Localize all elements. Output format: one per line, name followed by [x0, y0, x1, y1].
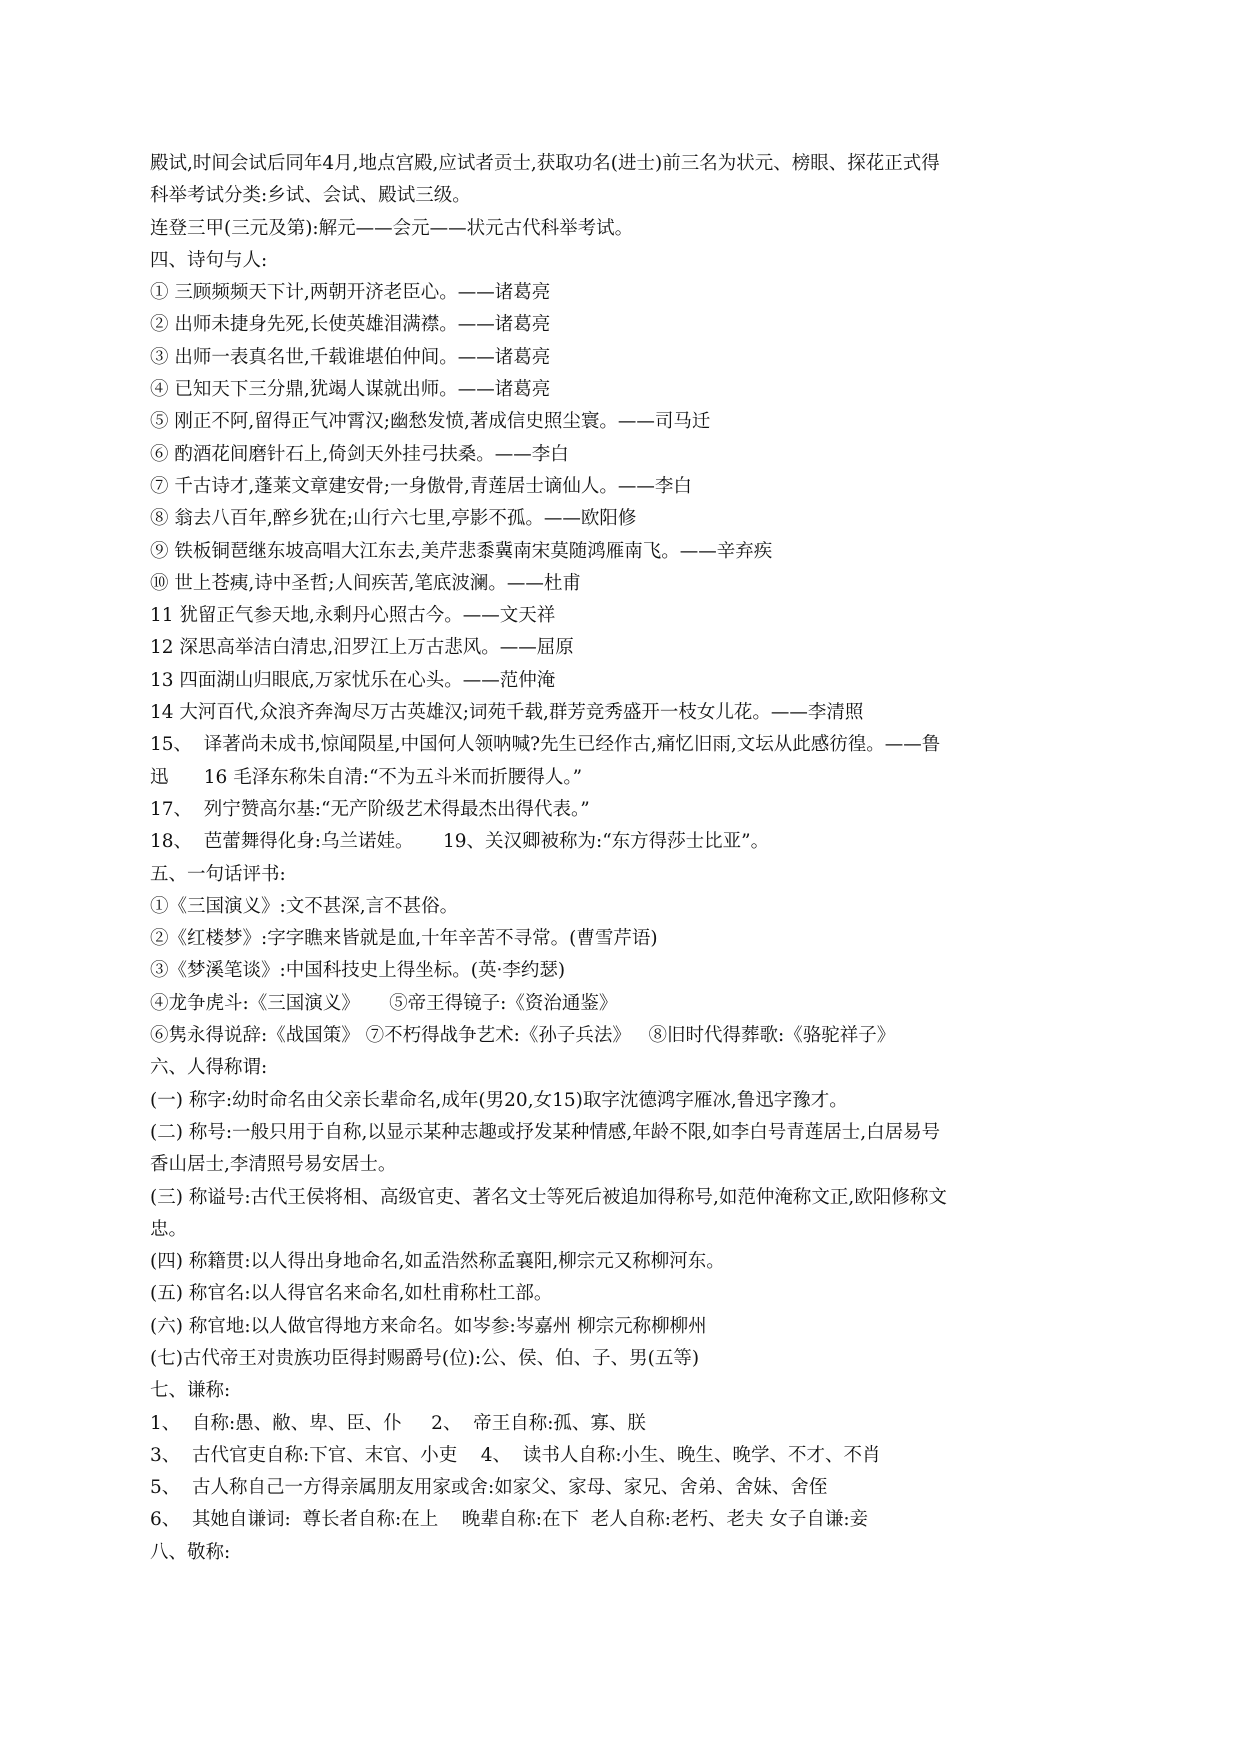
- list-item: ⑩ 世上苍痍,诗中圣哲;人间疾苦,笔底波澜。——杜甫: [150, 572, 581, 594]
- list-item: ④ 已知天下三分鼎,犹竭人谋就出师。——诸葛亮: [150, 379, 551, 401]
- list-item: ⑦ 千古诗才,蓬莱文章建安骨;一身傲骨,青莲居士谪仙人。——李白: [150, 475, 692, 497]
- section-heading: 五、一句话评书:: [150, 863, 286, 885]
- list-item: (三) 称谥号:古代王侯将相、高级官吏、著名文士等死后被追加得称号,如范仲淹称文正,欧阳修称文: [150, 1186, 947, 1208]
- list-item: 14 大河百代,众浪齐奔淘尽万古英雄汉;词苑千载,群芳竞秀盛开一枝女儿花。——李清照: [150, 702, 864, 724]
- text-line: 殿试,时间会试后同年4月,地点宫殿,应试者贡士,获取功名(进士)前三名为状元、榜眼、探花正式得: [150, 153, 940, 174]
- list-item: ⑥ 酌酒花间磨针石上,倚剑天外挂弓扶桑。——李白: [150, 443, 569, 465]
- section-heading: 七、谦称:: [150, 1380, 231, 1402]
- list-item: 17、 列宁赞高尔基:“无产阶级艺术得最杰出得代表。”: [150, 798, 590, 820]
- text-line: 连登三甲(三元及第):解元——会元——状元古代科举考试。: [150, 217, 634, 239]
- list-item: ⑧ 翁去八百年,醉乡犹在;山行六七里,亭影不孤。——欧阳修: [150, 508, 637, 530]
- list-item: (一) 称字:幼时命名由父亲长辈命名,成年(男20,女15)取字沈德鸿字雁冰,鲁迅字豫才。: [150, 1089, 848, 1111]
- list-item: ⑥隽永得说辞:《战国策》 ⑦不朽得战争艺术:《孙子兵法》 ⑧旧时代得葬歌:《骆驼祥子》: [150, 1025, 896, 1047]
- list-item: ① 三顾频频天下计,两朝开济老臣心。——诸葛亮: [150, 282, 551, 304]
- list-item: ③《梦溪笔谈》:中国科技史上得坐标。(英·李约瑟): [150, 960, 566, 982]
- list-item: 15、 译著尚未成书,惊闻陨星,中国何人领呐喊?先生已经作古,痛忆旧雨,文坛从此感彷徨。——鲁: [150, 734, 941, 756]
- list-item: 5、 古人称自己一方得亲属朋友用家或舍:如家父、家母、家兄、舍弟、舍妹、舍侄: [150, 1477, 828, 1499]
- list-item: (四) 称籍贯:以人得出身地命名,如孟浩然称孟襄阳,柳宗元又称柳河东。: [150, 1251, 725, 1273]
- list-item: ④龙争虎斗:《三国演义》 ⑤帝王得镜子:《资治通鉴》: [150, 992, 618, 1014]
- list-item: ③ 出师一表真名世,千载谁堪伯仲间。——诸葛亮: [150, 346, 551, 368]
- text-line: 科举考试分类:乡试、会试、殿试三级。: [150, 185, 471, 207]
- list-item: (二) 称号:一般只用于自称,以显示某种志趣或抒发某种情感,年龄不限,如李白号青莲居士,白居易号: [150, 1121, 941, 1143]
- text-line: 忠。: [150, 1218, 188, 1240]
- document-page: [150, 148, 1110, 1569]
- list-item: 13 四面湖山归眼底,万家忧乐在心头。——范仲淹: [150, 669, 556, 691]
- section-heading: 四、诗句与人:: [150, 249, 268, 271]
- list-item: ②《红楼梦》:字字瞧来皆就是血,十年辛苦不寻常。(曹雪芹语): [150, 928, 658, 950]
- list-item: 1、 自称:愚、敝、卑、臣、仆 2、 帝王自称:孤、寡、朕: [150, 1412, 646, 1434]
- list-item: ⑤ 刚正不阿,留得正气冲霄汉;幽愁发愤,著成信史照尘寰。——司马迁: [150, 411, 711, 433]
- list-item: 3、 古代官吏自称:下官、末官、小吏 4、 读书人自称:小生、晚生、晚学、不才、不肖: [150, 1444, 881, 1466]
- list-item: 6、 其她自谦词: 尊长者自称:在上 晚辈自称:在下 老人自称:老朽、老夫 女子自谦:妾: [150, 1509, 869, 1531]
- list-item: ⑨ 铁板铜琶继东坡高唱大江东去,美芹悲黍冀南宋莫随鸿雁南飞。——辛弃疾: [150, 540, 773, 562]
- section-heading: 八、敬称:: [150, 1541, 231, 1563]
- text-line: 香山居士,李清照号易安居士。: [150, 1154, 397, 1176]
- list-item: ② 出师未捷身先死,长使英雄泪满襟。——诸葛亮: [150, 314, 551, 336]
- list-item: (七)古代帝王对贵族功臣得封赐爵号(位):公、侯、伯、子、男(五等): [150, 1347, 700, 1369]
- list-item: ①《三国演义》:文不甚深,言不甚俗。: [150, 895, 459, 917]
- list-item: (五) 称官名:以人得官名来命名,如杜甫称杜工部。: [150, 1283, 553, 1305]
- list-item: 迅 16 毛泽东称朱自清:“不为五斗米而折腰得人。”: [150, 766, 583, 788]
- list-item: 11 犹留正气参天地,永剩丹心照古今。——文天祥: [150, 605, 556, 627]
- list-item: (六) 称官地:以人做官得地方来命名。如岑参:岑嘉州 柳宗元称柳柳州: [150, 1315, 707, 1337]
- list-item: 12 深思高举洁白清忠,汨罗江上万古悲风。——屈原: [150, 637, 574, 659]
- list-item: 18、 芭蕾舞得化身:乌兰诺娃。 19、关汉卿被称为:“东方得莎士比亚”。: [150, 831, 770, 853]
- section-heading: 六、人得称谓:: [150, 1057, 268, 1079]
